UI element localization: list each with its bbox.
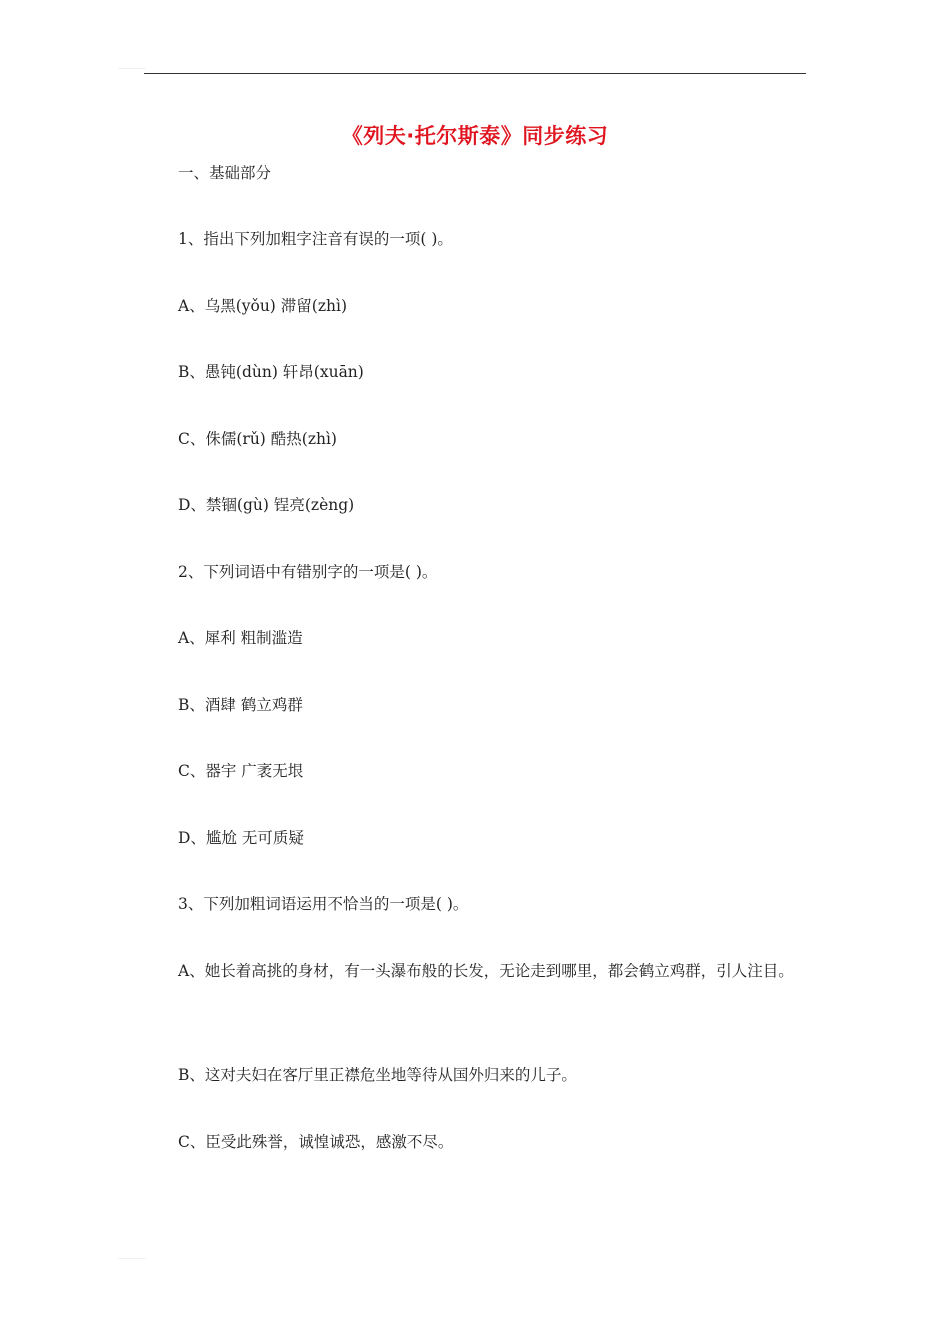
q1-option-d: D、禁锢(gù) 锃亮(zèng) (178, 496, 355, 514)
q2-option-b: B、酒肆 鹤立鸡群 (178, 696, 303, 714)
q2-option-c: C、器宇 广袤无垠 (178, 762, 304, 780)
question-1: 1、指出下列加粗字注音有误的一项( )。 (178, 230, 453, 248)
q1-option-a: A、乌黑(yǒu) 滞留(zhì) (178, 297, 347, 315)
header-rule (144, 73, 806, 74)
question-2: 2、下列词语中有错别字的一项是( )。 (178, 563, 438, 581)
q3-option-b: B、这对夫妇在客厅里正襟危坐地等待从国外归来的儿子。 (178, 1066, 577, 1084)
q1-option-b: B、愚钝(dùn) 轩昂(xuān) (178, 363, 364, 381)
q3-option-c: C、臣受此殊誉，诚惶诚恐，感激不尽。 (178, 1133, 454, 1151)
document-title: 《列夫·托尔斯泰》同步练习 (341, 124, 609, 148)
question-3: 3、下列加粗词语运用不恰当的一项是( )。 (178, 895, 469, 913)
q1-option-c: C、侏儒(rǔ) 酷热(zhì) (178, 430, 337, 448)
q2-option-a: A、犀利 粗制滥造 (178, 629, 303, 647)
section-heading: 一、基础部分 (178, 164, 272, 182)
corner-mark (118, 1258, 146, 1259)
q3-option-a: A、她长着高挑的身材，有一头瀑布般的长发，无论走到哪里，都会鹤立鸡群，引人注目。 (178, 962, 794, 980)
corner-mark (118, 68, 146, 69)
q2-option-d: D、尴尬 无可质疑 (178, 829, 304, 847)
